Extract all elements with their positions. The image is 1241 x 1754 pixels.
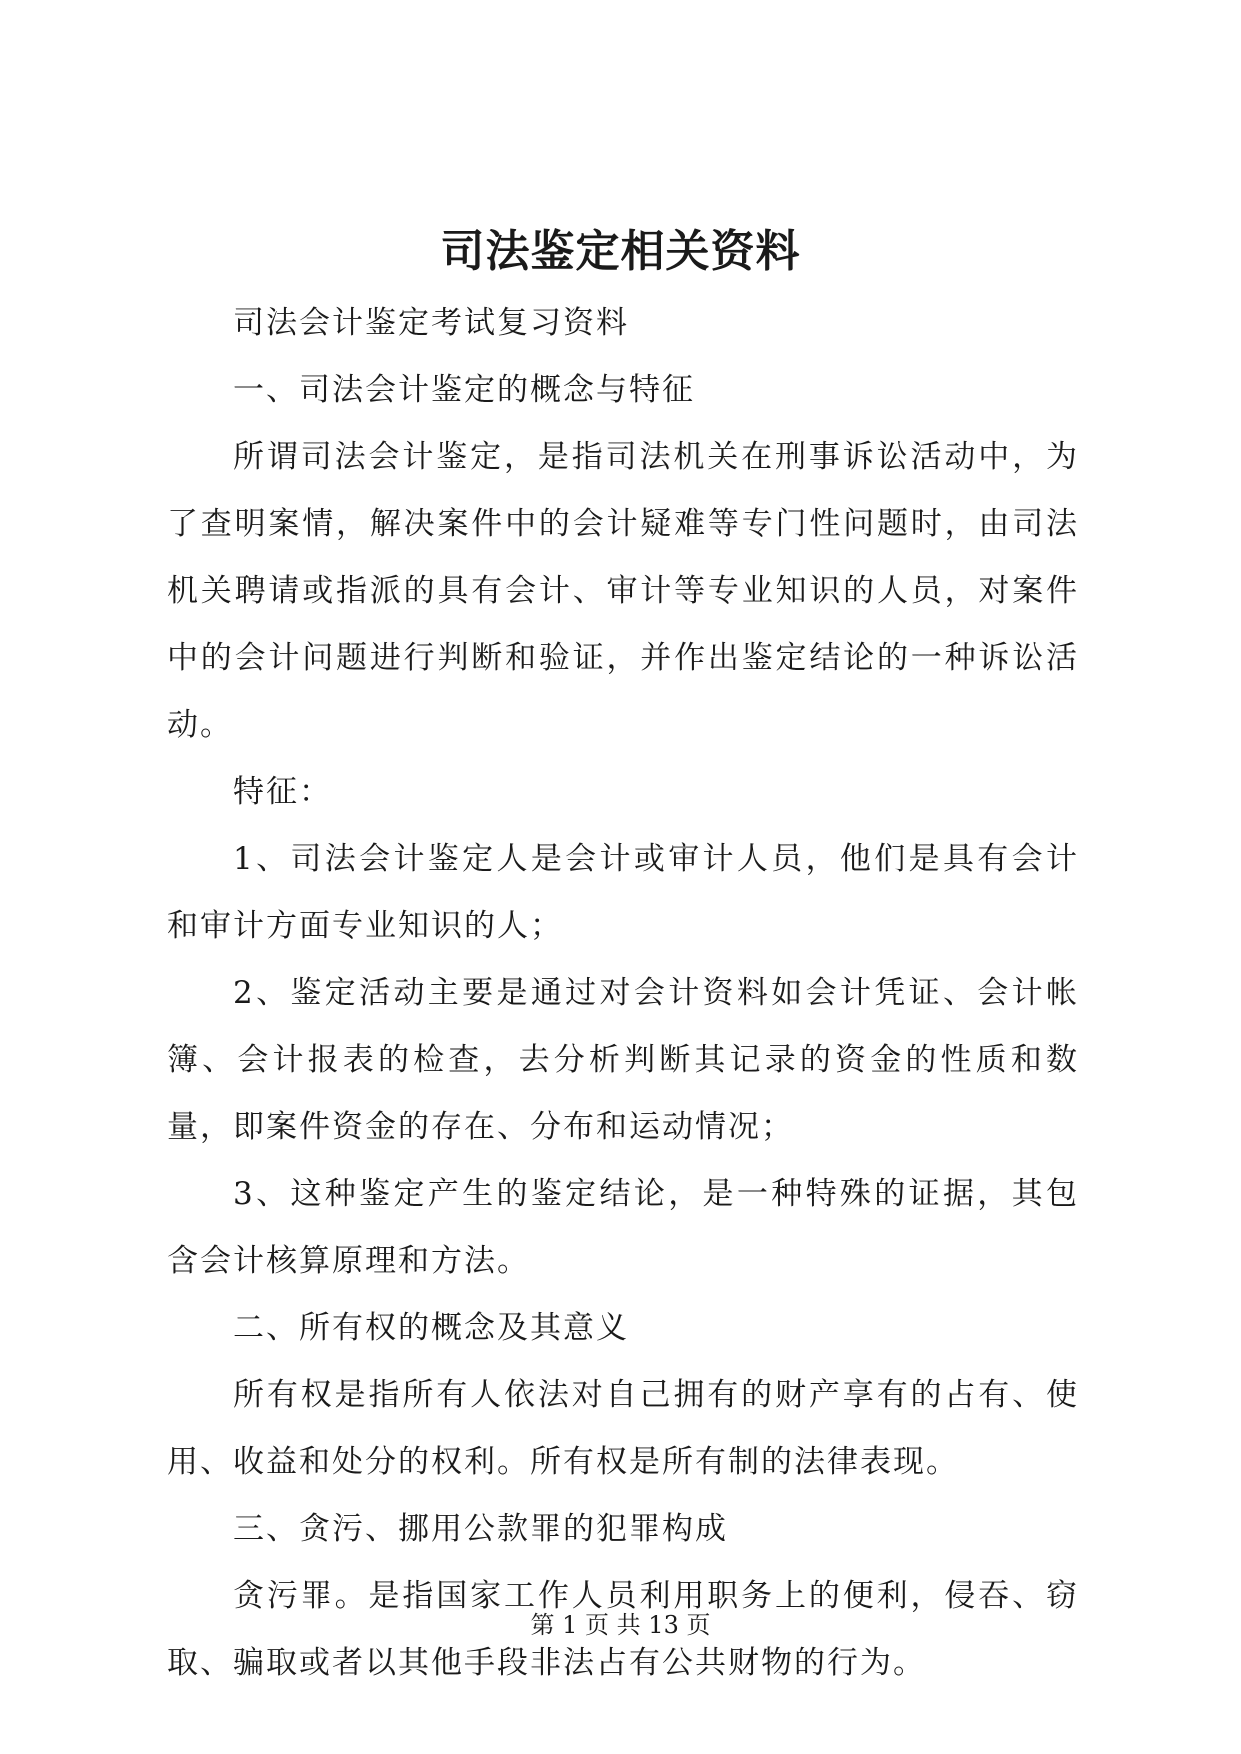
document-title: 司法鉴定相关资料 — [440, 226, 801, 277]
paragraph: 特征： — [233, 774, 332, 810]
page-footer: 第 1 页 共 13 页 — [530, 1611, 711, 1639]
paragraph: 所谓司法会计鉴定，是指司法机关在刑事诉讼活动中，为了查明案情，解决案件中的会计疑难等专门性问题时，由司法机关聘请或指派的具有会计、审计等专业知识的人员，对案件中的会计问题进行判断和验证，并作出鉴定结论的一种诉讼活动。 — [167, 439, 1079, 743]
list-item: 2、鉴定活动主要是通过对会计资料如会计凭证、会计帐簿、会计报表的检查，去分析判断其记录的资金的性质和数量，即案件资金的存在、分布和运动情况； — [167, 975, 1079, 1145]
section-heading: 二、所有权的概念及其意义 — [233, 1310, 629, 1346]
paragraph: 所有权是指所有人依法对自己拥有的财产享有的占有、使用、收益和处分的权利。所有权是所有制的法律表现。 — [167, 1377, 1079, 1480]
paragraph: 司法会计鉴定考试复习资料 — [233, 305, 629, 341]
list-item: 1、司法会计鉴定人是会计或审计人员，他们是具有会计和审计方面专业知识的人； — [167, 841, 1079, 944]
list-item: 3、这种鉴定产生的鉴定结论，是一种特殊的证据，其包含会计核算原理和方法。 — [167, 1176, 1079, 1279]
section-heading: 一、司法会计鉴定的概念与特征 — [233, 372, 695, 408]
document-body — [167, 290, 1079, 1697]
paragraph: 贪污罪。是指国家工作人员利用职务上的便利，侵吞、窃取、骗取或者以其他手段非法占有公共财物的行为。 — [167, 1578, 1079, 1681]
section-heading: 三、贪污、挪用公款罪的犯罪构成 — [233, 1511, 728, 1547]
